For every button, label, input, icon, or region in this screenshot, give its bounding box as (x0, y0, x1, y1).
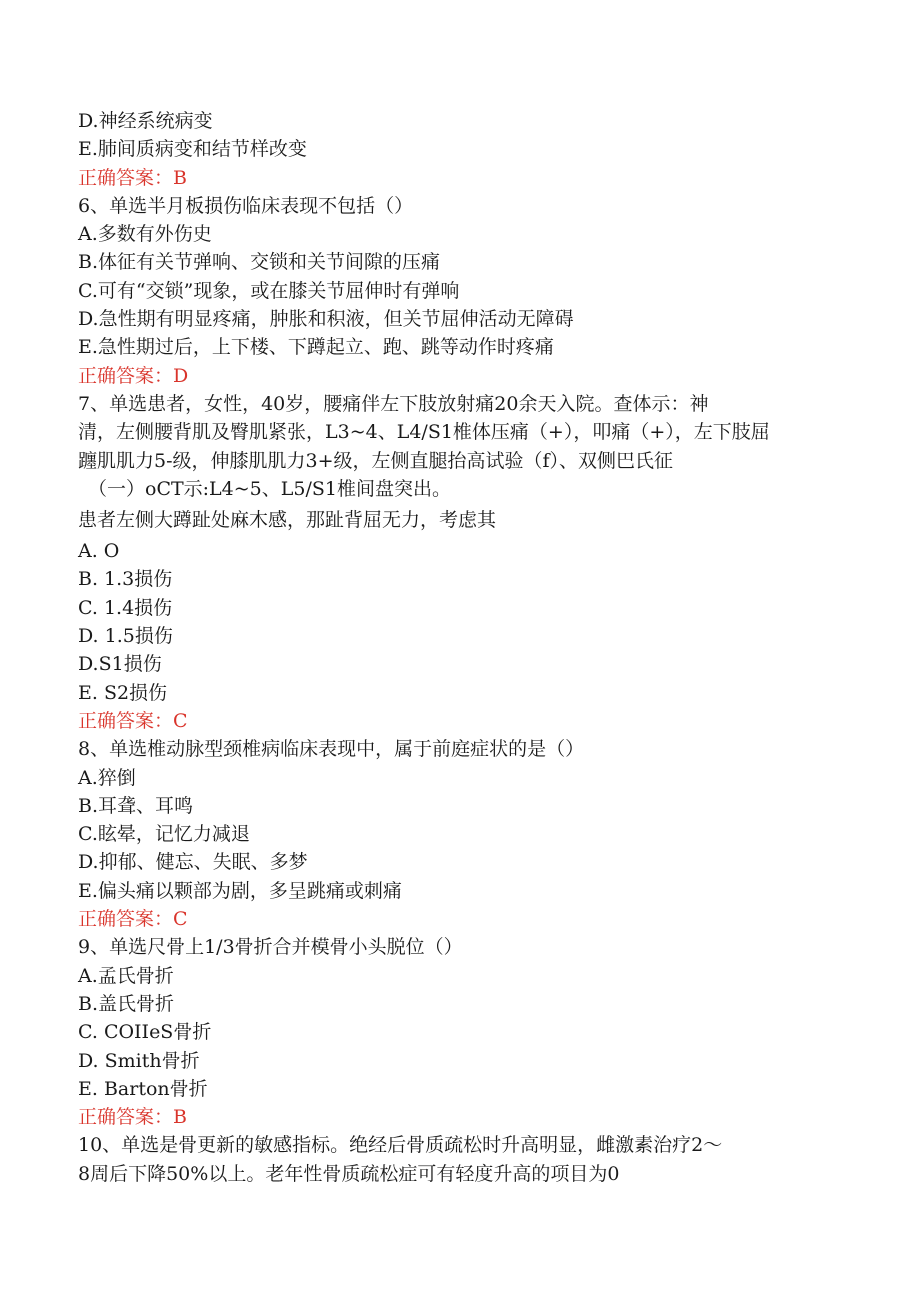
option-line: E.偏头痛以颗部为剧，多呈跳痛或刺痛 (78, 879, 402, 902)
option-line: C.眩晕，记忆力减退 (78, 823, 250, 846)
option-line: A.孟氏骨折 (78, 964, 174, 987)
option-line: C. COIIeS骨折 (78, 1021, 212, 1044)
option-line: E. S2损伤 (78, 681, 168, 704)
option-line: C.可有“交锁”现象，或在膝关节屈伸时有弹响 (78, 279, 460, 302)
option-line: B.体征有关节弹响、交锁和关节间隙的压痛 (78, 251, 441, 274)
question-line: 清，左侧腰背肌及臀肌紧张，L3~4、L4/S1椎体压痛（+），叩痛（+），左下肢屈 (78, 421, 770, 444)
option-line: B.耳聋、耳鸣 (78, 794, 194, 817)
option-line: E.肺间质病变和结节样改变 (78, 138, 307, 161)
option-line: A. O (78, 540, 120, 563)
answer-line: 正确答案：D (78, 364, 189, 387)
option-line: B. 1.3损伤 (78, 568, 173, 591)
question-line: （一）oCT示:L4~5、L5/S1椎间盘突出。 (88, 477, 451, 500)
option-line: D.抑郁、健忘、失眠、多梦 (78, 851, 308, 874)
answer-line: 正确答案：C (78, 709, 188, 732)
option-line: B.盖氏骨折 (78, 992, 175, 1015)
question-line: 躔肌肌力5-级，伸膝肌肌力3+级，左侧直腿抬高试验（f）、双侧巴氏征 (78, 449, 674, 472)
answer-line: 正确答案：B (78, 166, 187, 189)
option-line: D.急性期有明显疼痛，肿胀和积液，但关节屈伸活动无障碍 (78, 308, 574, 331)
option-line: A.猝倒 (78, 766, 136, 789)
option-line: D.S1损伤 (78, 653, 162, 676)
question-line: 6、单选半月板损伤临床表现不包括（） (78, 194, 414, 217)
question-line: 8、单选椎动脉型颈椎病临床表现中，属于前庭症状的是（） (78, 738, 585, 761)
option-line: E. Barton骨折 (78, 1077, 208, 1100)
option-line: D. Smith骨折 (78, 1049, 200, 1072)
option-line: D. 1.5损伤 (78, 625, 173, 648)
question-line: 7、单选患者，女性，40岁，腰痛伴左下肢放射痛20余天入院。查体示：神 (78, 392, 709, 415)
option-line: A.多数有外伤史 (78, 223, 212, 246)
question-line: 10、单选是骨更新的敏感指标。绝经后骨质疏松时升高明显，雌激素治疗2～ (78, 1134, 723, 1157)
option-line: D.神经系统病变 (78, 110, 213, 132)
option-line: C. 1.4损伤 (78, 596, 173, 619)
question-line: 患者左侧大蹲趾处麻木感，那趾背屈无力，考虑其 (78, 509, 497, 532)
answer-line: 正确答案：C (78, 908, 188, 931)
question-line: 8周后下降50%以上。老年性骨质疏松症可有轻度升高的项目为0 (78, 1162, 620, 1185)
question-list (78, 107, 858, 1188)
answer-line: 正确答案：B (78, 1106, 187, 1129)
question-line: 9、单选尺骨上1/3骨折合并模骨小头脱位（） (78, 936, 463, 959)
option-line: E.急性期过后，上下楼、下蹲起立、跑、跳等动作时疼痛 (78, 336, 554, 359)
